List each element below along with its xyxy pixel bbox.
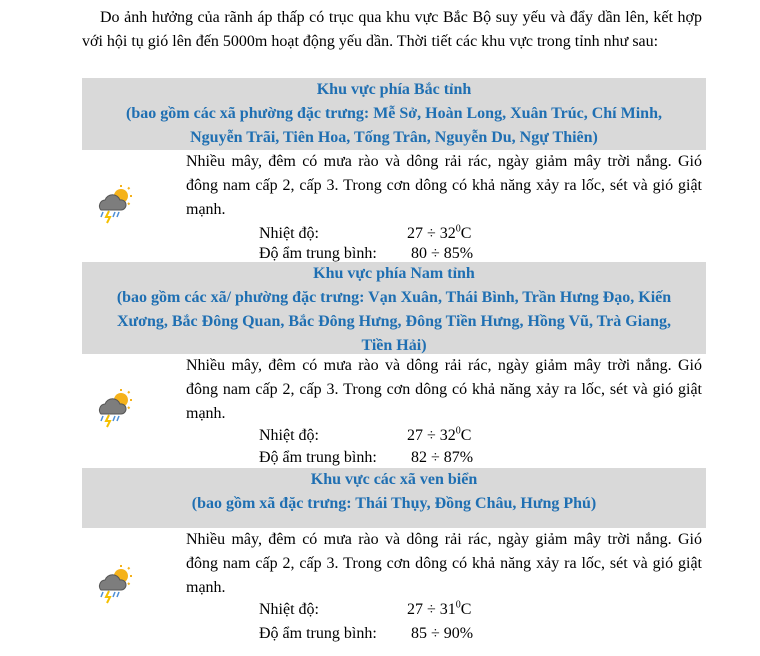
humidity-value: 82 ÷ 87% (411, 449, 474, 466)
temperature-value: $27 \div 32^0C$ (407, 425, 472, 444)
humidity-label: Độ ẩm trung bình: (259, 449, 377, 466)
temperature-value: $27 \div 31^0C$ (407, 599, 472, 618)
humidity-label: Độ ẩm trung bình: (259, 625, 377, 642)
intro-paragraph: Do ảnh hưởng của rãnh áp thấp có trục qua khu vực Bắc Bộ suy yếu và đẩy dần lên, kết hợp với hội tụ gió lên đến 5000m hoạt động yếu dần. Thời tiết các khu vực trong tỉnh như sau: (82, 9, 702, 50)
region-title: Khu vực phía Bắc tỉnh (316, 81, 472, 98)
region-subtitle-line: (bao gồm các xã/ phường đặc trưng: Vạn Xuân, Thái Bình, Trần Hưng Đạo, Kiến (116, 289, 672, 306)
temperature-label: Nhiệt độ: (259, 427, 319, 444)
region-subtitle-line: Nguyễn Trãi, Tiên Hoa, Tống Trân, Nguyễn Du, Ngự Thiên) (190, 129, 598, 146)
region-title: Khu vực các xã ven biển (310, 471, 478, 488)
humidity-value: 85 ÷ 90% (411, 625, 474, 642)
cloud-sun-thunderstorm-icon (95, 564, 135, 604)
region-header-south (82, 262, 706, 354)
temperature-label: Nhiệt độ: (259, 225, 319, 242)
region-subtitle-line: Xương, Bắc Đông Quan, Bắc Đông Hưng, Đông Tiền Hưng, Hồng Vũ, Trà Giang, (116, 313, 672, 330)
forecast-description: Nhiều mây, đêm có mưa rào và dông rải rác, ngày giảm mây trời nắng. Gió đông nam cấp 2, cấp 3. Trong cơn dông có khả năng xảy ra lốc, sét và gió giật mạnh. (186, 531, 702, 596)
humidity-value: 80 ÷ 85% (411, 245, 474, 262)
region-subtitle-line: (bao gồm các xã phường đặc trưng: Mễ Sở, Hoàn Long, Xuân Trúc, Chí Minh, (126, 105, 662, 122)
region-subtitle-line: Tiền Hải) (361, 337, 427, 354)
forecast-description: Nhiều mây, đêm có mưa rào và dông rải rác, ngày giảm mây trời nắng. Gió đông nam cấp 2, cấp 3. Trong cơn dông có khả năng xảy ra lốc, sét và gió giật mạnh. (186, 153, 702, 218)
cloud-sun-thunderstorm-icon (95, 184, 135, 224)
region-header-north (82, 78, 706, 150)
region-subtitle-line: (bao gồm xã đặc trưng: Thái Thụy, Đồng Châu, Hưng Phú) (191, 495, 597, 512)
forecast-description: Nhiều mây, đêm có mưa rào và dông rải rác, ngày giảm mây trời nắng. Gió đông nam cấp 2, cấp 3. Trong cơn dông có khả năng xảy ra lốc, sét và gió giật mạnh. (186, 357, 702, 422)
region-header-coastal (82, 468, 706, 528)
region-title: Khu vực phía Nam tỉnh (313, 265, 475, 282)
cloud-sun-thunderstorm-icon (95, 388, 135, 428)
temperature-value: $27 \div 32^0C$ (407, 223, 472, 242)
temperature-label: Nhiệt độ: (259, 601, 319, 618)
humidity-label: Độ ẩm trung bình: (259, 245, 377, 262)
